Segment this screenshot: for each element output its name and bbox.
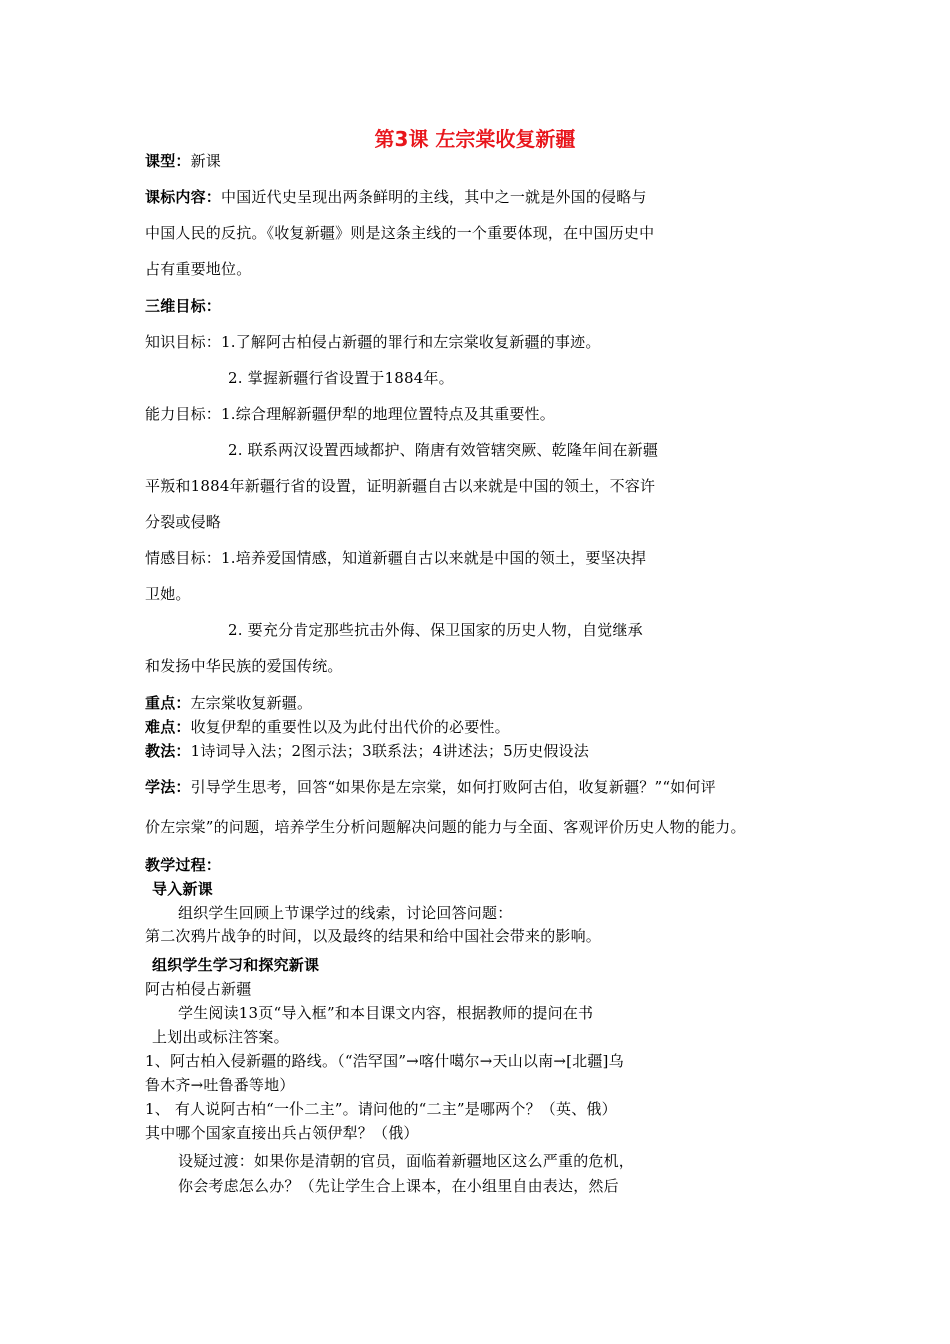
knowledge-line-1: 知识目标：1.了解阿古柏侵占新疆的罪行和左宗棠收复新疆的事迹。 <box>145 333 601 351</box>
transition-line-2: 你会考虑怎么办？（先让学生合上课本，在小组里自由表达，然后 <box>178 1177 619 1195</box>
ability-line-2: 2. 联系两汉设置西域都护、隋唐有效管辖突厥、乾隆年间在新疆 <box>228 441 659 459</box>
lesson-type-text: 新课 <box>190 152 222 170</box>
goals-heading: 三维目标： <box>145 297 222 315</box>
intro-line-1: 组织学生回顾上节课学过的线索，讨论回答问题： <box>178 904 513 922</box>
teaching-methods: 教法：1诗词导入法；2图示法；3联系法；4讲述法；5历史假设法 <box>145 742 589 760</box>
learning-methods-line-1: 学法：引导学生思考，回答“如果你是左宗棠，如何打败阿古伯，收复新疆？”“如何评 <box>145 778 716 796</box>
ability-line-1: 能力目标：1.综合理解新疆伊犁的地理位置特点及其重要性。 <box>145 405 555 423</box>
study-line-1: 学生阅读13页“导入框”和本目课文内容，根据教师的提问在书 <box>178 1004 594 1022</box>
key-point: 重点：左宗棠收复新疆。 <box>145 694 313 712</box>
intro-line-2: 第二次鸦片战争的时间，以及最终的结果和给中国社会带来的影响。 <box>145 927 602 945</box>
learning-methods-line-2: 价左宗棠”的问题，培养学生分析问题解决问题的能力与全面、客观评价历史人物的能力。 <box>145 818 746 836</box>
emotion-line-4: 和发扬中华民族的爱国传统。 <box>145 657 343 675</box>
lesson-type-label: 课型： <box>145 152 191 170</box>
question-2-line-1: 1、 有人说阿古柏“一仆二主”。请问他的“二主”是哪两个？（英、俄） <box>145 1100 617 1118</box>
standard-label: 课标内容： <box>145 188 222 206</box>
standard-line-3: 占有重要地位。 <box>145 260 252 278</box>
emotion-line-2: 卫她。 <box>145 585 191 603</box>
intro-heading: 导入新课 <box>152 880 213 898</box>
question-2-line-2: 其中哪个国家直接出兵占领伊犁？（俄） <box>145 1124 419 1142</box>
difficulty-label: 难点： <box>145 718 191 736</box>
knowledge-line-2: 2. 掌握新疆行省设置于1884年。 <box>228 369 454 387</box>
question-1-line-1: 1、阿古柏入侵新疆的路线。（“浩罕国”→喀什噶尔→天山以南→[北疆]乌 <box>145 1052 624 1070</box>
difficulty: 难点：收复伊犁的重要性以及为此付出代价的必要性。 <box>145 718 510 736</box>
learning-methods-label: 学法： <box>145 778 191 796</box>
transition-line-1: 设疑过渡：如果你是清朝的官员，面临着新疆地区这么严重的危机， <box>178 1152 635 1170</box>
emotion-line-1: 情感目标：1.培养爱国情感，知道新疆自古以来就是中国的领土，要坚决捍 <box>145 549 647 567</box>
process-heading: 教学过程： <box>145 856 222 874</box>
ability-line-3: 平叛和1884年新疆行省的设置，证明新疆自古以来就是中国的领土，不容许 <box>145 477 656 495</box>
question-1-line-2: 鲁木齐→吐鲁番等地） <box>145 1076 295 1094</box>
study-heading: 组织学生学习和探究新课 <box>152 956 320 974</box>
standard-line-2: 中国人民的反抗。《收复新疆》则是这条主线的一个重要体现，在中国历史中 <box>145 224 655 242</box>
lesson-type <box>145 151 221 171</box>
emotion-line-3: 2. 要充分肯定那些抗击外侮、保卫国家的历史人物，自觉继承 <box>228 621 643 639</box>
key-point-label: 重点： <box>145 694 191 712</box>
ability-line-4: 分裂或侵略 <box>145 513 222 531</box>
study-subheading: 阿古柏侵占新疆 <box>145 980 252 998</box>
teaching-methods-label: 教法： <box>145 742 191 760</box>
standard-line-1: 课标内容：中国近代史呈现出两条鲜明的主线，其中之一就是外国的侵略与 <box>145 188 647 206</box>
study-line-2: 上划出或标注答案。 <box>152 1028 289 1046</box>
lesson-title: 第3课 左宗棠收复新疆 <box>374 127 576 151</box>
